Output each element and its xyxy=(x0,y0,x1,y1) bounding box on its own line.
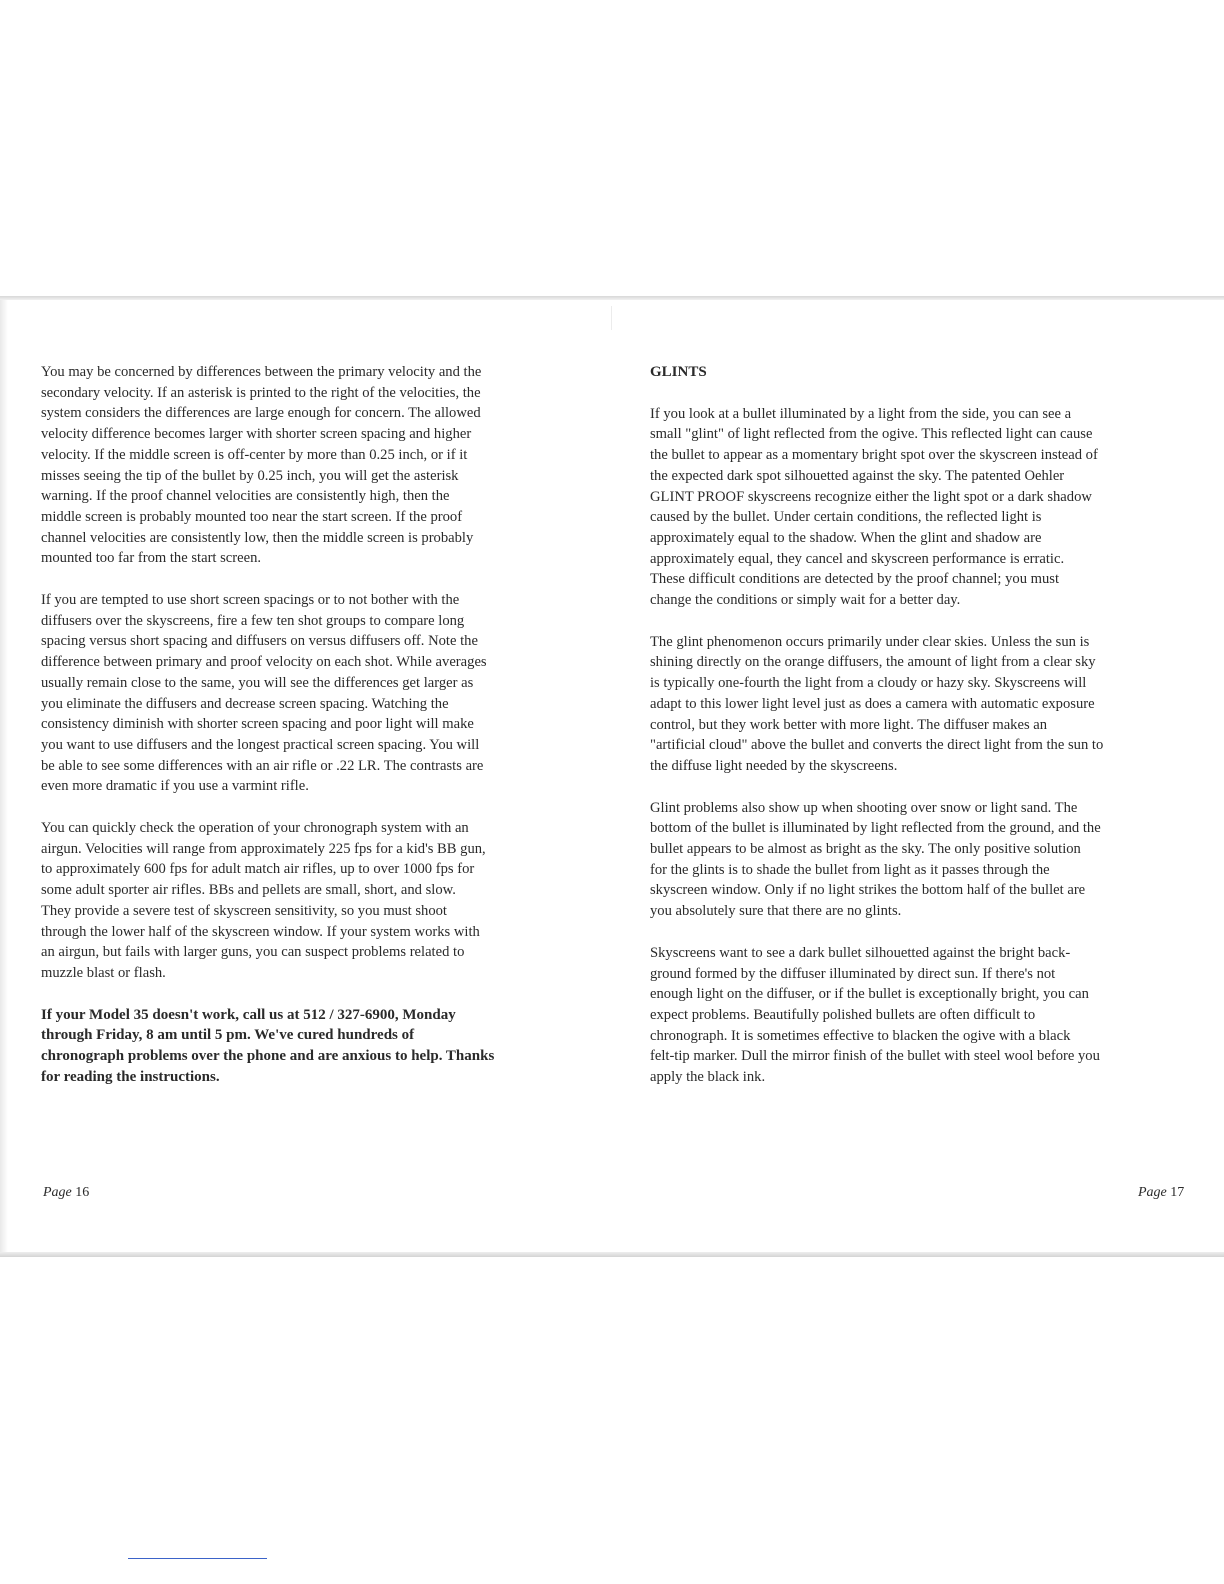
paragraph: If you look at a bullet illuminated by a light from the side, you can see a small "glint" of light reflected from the ogive. This reflected light can cause the bullet to appear as a momentary bright spot over the skyscreen instead of the expected dark spot silhouetted against the sky. The patented Oehler GLINT PROOF skyscreens recognize either the light spot or a dark shadow caused by the bullet. Under certain conditions, the reflected light is approximately equal to the shadow. When the glint and shadow are approximately equal, they cancel and skyscreen performance is erratic. These difficult conditions are detected by the proof channel; you must change the conditions or simply wait for a better day. xyxy=(650,405,1098,609)
right-page xyxy=(650,362,1195,1109)
scan-left-shadow xyxy=(0,300,8,1252)
paragraph: The glint phenomenon occurs primarily under clear skies. Unless the sun is shining directly on the orange diffusers, the amount of light from a clear sky is typically one-fourth the light from a cloudy or hazy sky. Skyscreens will adapt to this lower light level just as does a camera with automatic exposure control, but they work better with more light. The diffuser makes an "artificial cloud" above the bullet and converts the direct light from the sun to the diffuse light needed by the skyscreens. xyxy=(650,633,1104,774)
page-label: Page xyxy=(1138,1185,1167,1200)
paragraph: Skyscreens want to see a dark bullet silhouetted against the bright back- ground formed by the diffuser illuminated by direct sun. If there's not enough light on the diffuser, or if the bullet is exceptionally bright, you can expect problems. Beautifully polished bullets are often difficult to chronograph. It is sometimes effective to blacken the ogive with a black felt-tip marker. Dull the mirror finish of the bullet with steel wool before you apply the black ink. xyxy=(650,944,1100,1086)
page-label: Page xyxy=(43,1185,72,1200)
book-spine xyxy=(611,306,612,330)
paragraph: You may be concerned by differences between the primary velocity and the secondary velocity. If an asterisk is printed to the right of the velocities, the system considers the differences are large enough for concern. The allowed velocity difference becomes larger with shorter screen spacing and higher velocity. If the middle screen is off-center by more than 0.25 inch, or if it misses seeing the tip of the bullet by 0.25 inch, you will get the asterisk warning. If the proof channel velocities are consistently high, then the middle screen is probably mounted too near the start screen. If the proof channel velocities are consistently low, then the middle screen is probably mounted too far from the start screen. xyxy=(41,364,482,567)
closing-note: If your Model 35 doesn't work, call us at 512 / 327-6900, Monday through Friday, 8 am until 5 pm. We've cured hundreds of chronograph problems over the phone and are anxious to help. Thanks for reading the instructions. xyxy=(41,1006,495,1085)
page-number: 16 xyxy=(75,1185,90,1200)
footnote-rule xyxy=(128,1558,267,1559)
page-number-left xyxy=(43,1185,89,1201)
page-number-right xyxy=(1138,1185,1184,1201)
paragraph: If you are tempted to use short screen spacings or to not bother with the diffusers over the skyscreens, fire a few ten shot groups to compare long spacing versus short spacing and diffusers on versus diffusers off. Note the difference between primary and proof velocity on each shot. While averages usually remain close to the same, you will see the differences get larger as you eliminate the diffusers and decrease screen spacing. Watching the consistency diminish with shorter screen spacing and poor light will make you want to use diffusers and the longest practical screen spacing. You will be able to see some differences with an air rifle or .22 LR. The contrasts are even more dramatic if you use a varmint rifle. xyxy=(41,592,487,795)
scan-top-edge xyxy=(0,296,1224,300)
page-number: 17 xyxy=(1170,1185,1185,1200)
paragraph: You can quickly check the operation of your chronograph system with an airgun. Velocities will range from approximately 225 fps for a kid's BB gun, to approximately 600 fps for adult match air rifles, up to over 1000 fps for some adult sporter air rifles. BBs and pellets are small, short, and slow. They provide a severe test of skyscreen sensitivity, so you must shoot through the lower half of the skyscreen window. If your system works with an airgun, but fails with larger guns, you can suspect problems related to muzzle blast or flash. xyxy=(41,820,486,981)
section-heading: GLINTS xyxy=(650,364,707,380)
left-page xyxy=(41,362,579,1109)
scan-bottom-edge xyxy=(0,1252,1224,1257)
paragraph: Glint problems also show up when shooting over snow or light sand. The bottom of the bullet is illuminated by light reflected from the ground, and the bullet appears to be almost as bright as the sky. The only positive solution for the glints is to shade the bullet from light as it passes through the skyscreen window. Only if no light strikes the bottom half of the bullet are you absolutely sure that there are no glints. xyxy=(650,799,1101,920)
